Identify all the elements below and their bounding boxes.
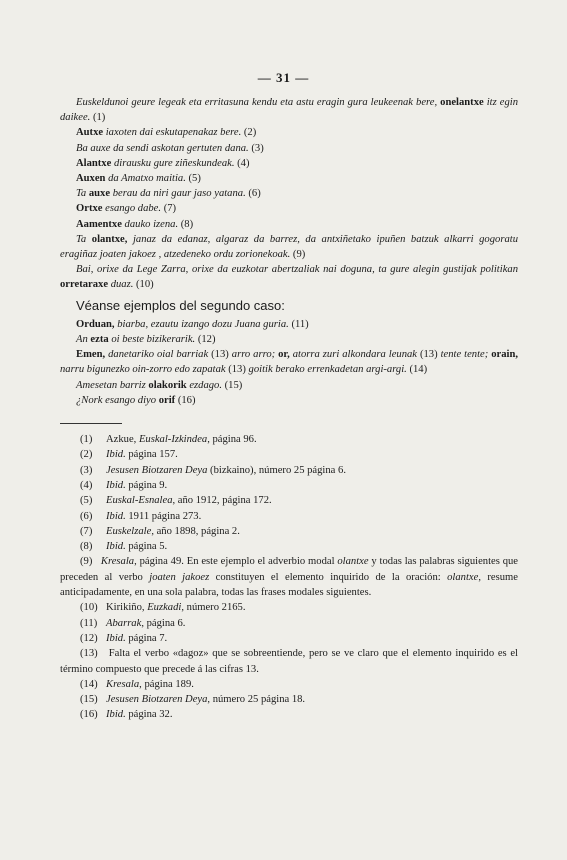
example-7: Ortxe esango dabe. (7) [76,203,177,215]
example-2: Autxe iaxoten dai eskutapenakaz bere. (2) [76,127,257,139]
example-1: Euskeldunoi geure legeak eta erritasuna kendu eta astu eragin gura leukeenak bere, onelantxe itz egin daikee. (1) [60,97,519,124]
footnote: (13) Falta el verbo «dagoz» que se sobreentiende, pero se ve claro que el elemento inquirido es el término compuesto que precede á las cifras 13. [60,648,518,675]
footnote: (1) Azkue, Euskal-Izkindea, página 96. [80,434,257,446]
example-15: ¿Nork esango diyo orif (16) [76,394,196,406]
page-number: — 31 — [257,70,310,85]
footnotes [60,432,518,723]
footnote: (14) Kresala, página 189. [80,678,194,690]
footnote: (2) Ibid. página 157. [80,449,178,461]
footnote: (4) Ibid. página 9. [80,479,168,491]
example-3: Ba auxe da sendi askotan gertuten dana. (3) [76,142,264,154]
footnote: (9) Kresala, página 49. En este ejemplo el adverbio modal olantxe y todas las palabras siguientes que preceden al verbo joaten jakoez constituyen el elemento inquirido de la oración: olantxe, resume anticipadamente, en una sola palabra, todas las frases modales siguientes. [60,556,519,599]
example-11: Orduan, biarba, ezautu izango dozu Juana guria. (11) [76,318,309,330]
example-10: Bai, orixe da Lege Zarra, orixe da euzkotar abertzaliak nai doguna, ta gure alegin gustijak politikan orretaraxe duaz. (10) [60,264,518,291]
footnote: (6) Ibid. 1911 página 273. [80,510,202,522]
footnote: (7) Euskelzale, año 1898, página 2. [80,525,240,537]
footnote: (11) Abarrak, página 6. [80,617,186,629]
footnote: (3) Jesusen Biotzaren Deya (bizkaino), número 25 página 6. [80,464,346,476]
footnote: (10) Kirikiño, Euzkadi, número 2165. [80,602,246,614]
example-8: Aamentxe dauko izena. (8) [76,218,194,230]
example-14: Amesetan barriz olakorik ezdago. (15) [76,379,243,391]
example-5: Auxen da Amatxo maitia. (5) [76,173,201,185]
footnote: (12) Ibid. página 7. [80,632,168,644]
example-6: Ta auxe berau da niri gaur jaso yatana. (6) [76,188,261,200]
footnote-divider [60,423,122,424]
section-heading: Véanse ejemplos del segundo caso: [76,297,285,313]
footnote: (16) Ibid. página 32. [80,709,173,721]
example-12: An ezta oi beste bizikerarik. (12) [76,334,216,346]
footnote: (8) Ibid. página 5. [80,541,168,553]
page-body [60,95,518,723]
footnote: (5) Euskal-Esnalea, año 1912, página 172. [80,495,272,507]
footnote: (15) Jesusen Biotzaren Deya, número 25 página 18. [80,694,306,706]
example-4: Alantxe dirausku gure ziñeskundeak. (4) [76,157,250,169]
example-13: Emen, danetariko oial barriak (13) arro arro; or, atorra zuri alkondara leunak (13) tente tente; orain, narru bigunezko oin-zorro edo zapatak (13) goitik berako errenkadetan argi-argi. (14) [60,349,518,376]
example-9: Ta olantxe, janaz da edanaz, algaraz da barrez, da antxiñetako ipuñen batzuk alkarri gogoratu eragiñaz joaten jakoez , atzedeneko ordu zorionekoak. (9) [60,233,518,261]
